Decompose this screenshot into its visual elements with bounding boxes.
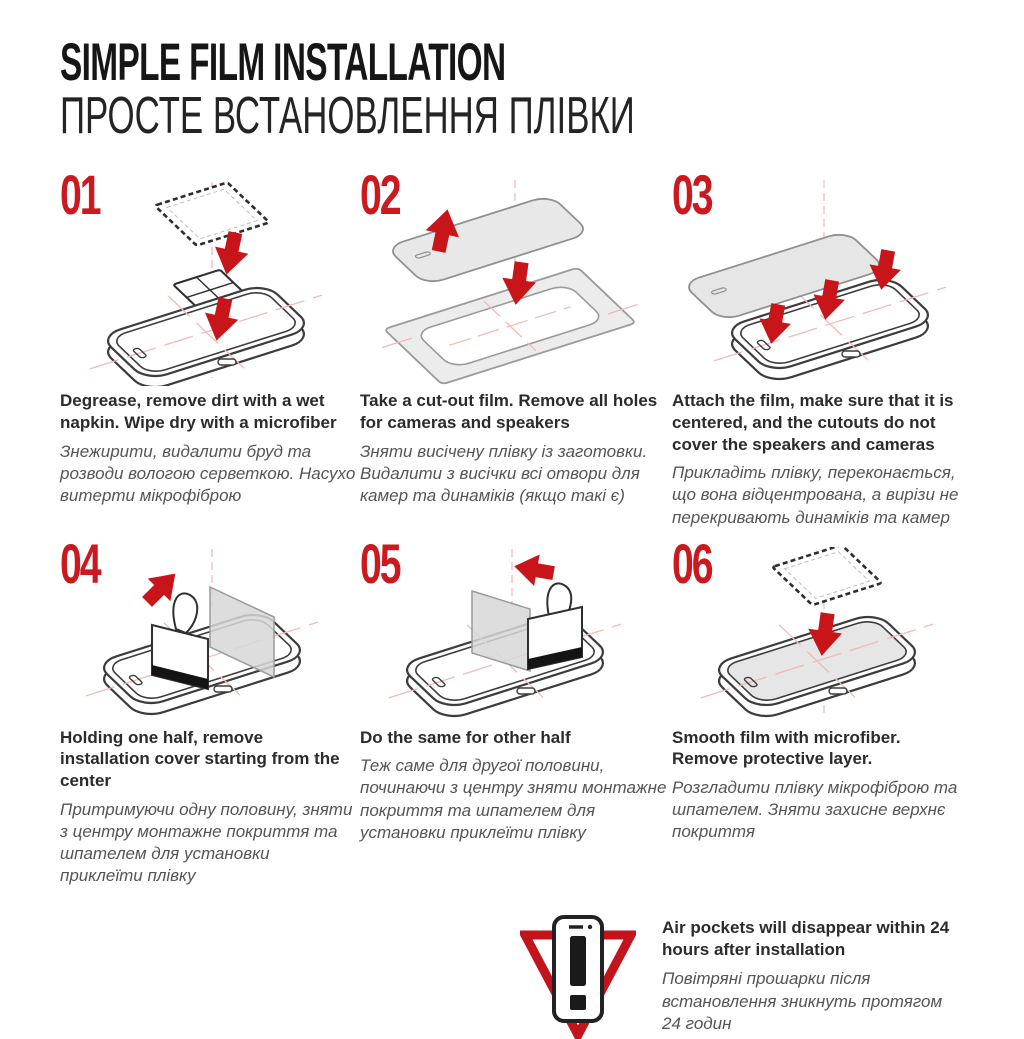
microfiber-cloth-icon [155,183,270,246]
step-04-text-uk: Притримуючи одну половину, зняти з центру монтажне покриття та шпателем для установки приклеїти плівку [60,799,353,886]
note-texts [662,911,964,1034]
step-01-number: 01 [60,163,100,227]
step-04-number: 04 [60,531,100,595]
step-02-figure [360,178,640,386]
squeegee-peel-other-half-illustration [360,547,640,723]
warning-triangle-phone-icon [520,911,636,1039]
step-01 [60,163,360,529]
step-04-figure [60,547,340,723]
title-english: SIMPLE FILM INSTALLATION [60,33,506,92]
smooth-film-with-cloth-illustration [672,547,952,723]
step-05 [360,531,672,888]
air-pockets-note [520,911,964,1039]
step-02 [360,163,672,529]
step-06-text-uk: Розгладити плівку мікрофіброю та шпателем. Зняти захисне верхнє покриття [672,778,958,842]
step-06-number: 06 [672,531,712,595]
note-text-en: Air pockets will disappear within 24 hours after installation [662,918,950,960]
arrow-left-icon [511,550,556,588]
step-01-figure [60,178,340,386]
step-01-text-en: Degrease, remove dirt with a wet napkin. Wipe dry with a microfiber [60,391,337,432]
step-03 [672,163,964,529]
phone-illustration [672,588,952,723]
step-02-text-uk: Зняти висічену плівку із заготовки. Видалити з висічки всі отвори для камер та динаміків (якщо такі є) [360,441,648,505]
step-05-text-en: Do the same for other half [360,727,571,747]
step-04 [60,531,360,888]
film-lift-from-cutout-sheet-illustration [360,178,640,386]
squeegee-icon [528,583,582,669]
step-01-text-uk: Знежирити, видалити бруд та розводи вологою серветкою. Насухо витерти мікрофіброю [60,441,356,505]
note-text-uk: Повітряні прошарки після встановлення зникнуть протягом 24 годин [662,969,943,1033]
step-05-figure [360,547,640,723]
film-attach-to-phone-illustration [672,178,952,386]
steps-grid [60,163,964,887]
step-03-text-uk: Прикладіть плівку, переконається, що вона відцентрована, а вирізи не перекривають динаміків та камер [672,463,959,527]
step-03-text-en: Attach the film, make sure that it is centered, and the cutouts do not cover the speakers and cameras [672,391,954,454]
step-02-number: 02 [360,163,400,227]
page-title [60,33,964,145]
squeegee-icon [152,593,208,689]
microfiber-cloth-icon [772,547,881,605]
step-02-text-en: Take a cut-out film. Remove all holes for cameras and speakers [360,391,658,432]
step-03-figure [672,178,952,386]
squeegee-peel-first-half-illustration [60,547,340,723]
step-05-text-uk: Теж саме для другої половини, починаючи з центру зняти монтажне покриття та шпателем для установки приклеїти плівку [360,756,667,842]
film-illustration [386,195,591,285]
step-03-number: 03 [672,163,712,227]
title-ukrainian: ПРОСТЕ ВСТАНОВЛЕННЯ ПЛІВКИ [60,87,635,145]
step-06 [672,531,964,888]
step-06-figure [672,547,952,723]
step-05-number: 05 [360,531,400,595]
phone-cloth-napkin-illustration [60,178,340,386]
step-06-text-en: Smooth film with microfiber. Remove protective layer. [672,727,901,769]
step-04-text-en: Holding one half, remove installation cover starting from the center [60,727,340,791]
